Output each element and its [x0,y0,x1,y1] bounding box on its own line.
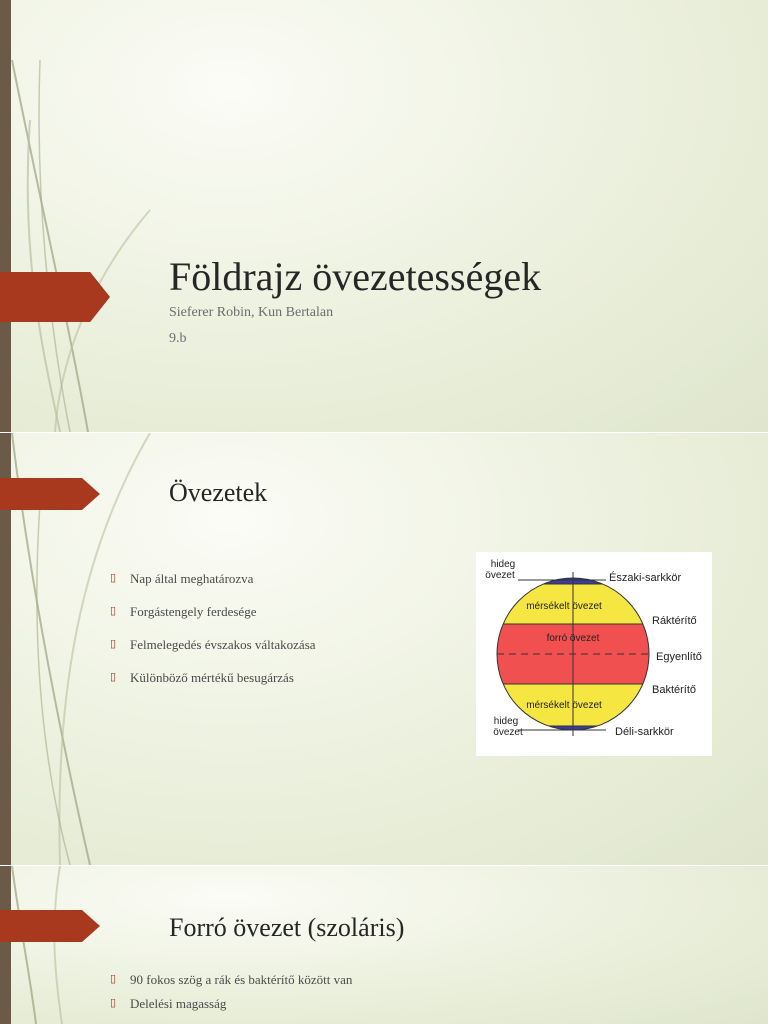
climate-zones-diagram [476,552,712,756]
class-text: 9.b [169,331,187,346]
bullet-marker-icon: ▯ [110,605,117,617]
bullet-list [110,571,316,686]
slide-3[interactable] [0,866,768,1024]
slide-1[interactable] [0,0,768,432]
svg-text:hideg: hideg [490,559,516,570]
authors-text: Sieferer Robin, Kun Bertalan [169,305,334,320]
svg-text:övezet: övezet [493,727,523,738]
title-arrow [0,910,100,942]
bullet-marker-icon: ▯ [110,671,117,683]
bullet-item: ▯ Delelési magasság [110,996,227,1011]
svg-text:mérsékelt övezet: mérsékelt övezet [526,700,602,711]
svg-text:forró övezet: forró övezet [546,633,600,644]
svg-text:Baktérítő: Baktérítő [652,684,697,696]
svg-text:Déli-sarkkör: Déli-sarkkör [615,726,674,738]
bullet-item: ▯ Különböző mértékű besugárzás [110,670,294,685]
title-arrow [0,478,100,510]
bullet-marker-icon: ▯ [110,997,117,1009]
slide-2[interactable] [0,433,768,865]
bullet-marker-icon: ▯ [110,973,117,985]
title-arrow [0,272,110,322]
decorative-curves [0,0,200,432]
svg-text:Északi-sarkkör: Északi-sarkkör [609,572,682,584]
slide-title: Övezetek [169,478,268,507]
svg-text:hideg: hideg [493,716,519,727]
svg-text:Egyenlítő: Egyenlítő [656,651,702,663]
bullet-marker-icon: ▯ [110,572,117,584]
bullet-item: ▯ 90 fokos szög a rák és baktérítő között van [110,972,353,987]
slide-title: Forró övezet (szoláris) [169,913,405,942]
bullet-item: ▯ Felmelegedés évszakos váltakozása [110,637,316,652]
bullet-item: ▯ Forgástengely ferdesége [110,604,257,619]
svg-text:övezet: övezet [485,570,515,581]
presentation-title: Földrajz övezetességek [169,254,542,299]
bullet-list [110,972,352,1012]
svg-text:mérsékelt övezet: mérsékelt övezet [526,601,602,612]
svg-text:Ráktérítő: Ráktérítő [652,615,697,627]
bullet-item: ▯ Nap által meghatározva [110,571,254,586]
bullet-marker-icon: ▯ [110,638,117,650]
